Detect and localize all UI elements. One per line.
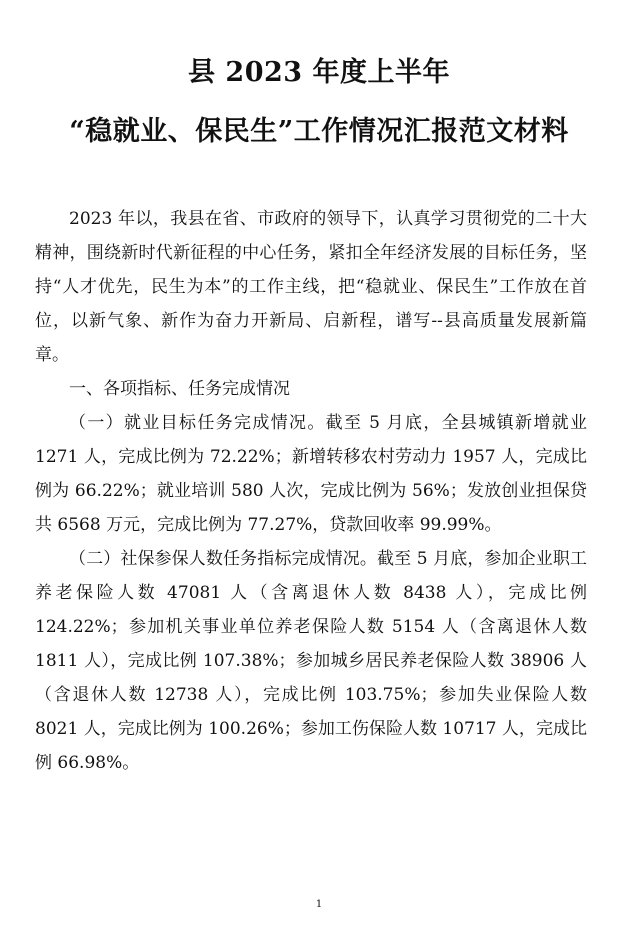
paragraph-social-insurance: （二）社保参保人数任务指标完成情况。截至 5 月底，参加企业职工养老保险人数 47081 人（含离退休人数 8438 人），完成比例 124.22%；参加机关事业单位养老保险人数 5154 人（含离退休人数 1811 人），完成比例 107.38%；参加城乡居民养老保险人数 38906 人（含退休人数 12738 人），完成比例 103.75%；参加失业保险人数 8021 人，完成比例为 100.26%；参加工伤保险人数 10717 人，完成比例 66.98%。 <box>35 549 587 773</box>
page-number: 1 <box>315 899 323 910</box>
section-heading-1: 一、各项指标、任务完成情况 <box>69 379 290 399</box>
paragraph-employment: （一）就业目标任务完成情况。截至 5 月底，全县城镇新增就业 1271 人，完成比例为 72.22%；新增转移农村劳动力 1957 人，完成比例为 66.22%；就业培训 580 人次，完成比例为 56%；发放创业担保贷共 6568 万元，完成比例为 77.27%，贷款回收率 99.99%。 <box>35 413 587 535</box>
document-title-line-2: “稳就业、保民生”工作情况汇报范文材料 <box>69 116 569 147</box>
document-title-line-1: 县 2023 年度上半年 <box>188 57 450 88</box>
document-body <box>35 202 587 780</box>
paragraph-intro: 2023 年以，我县在省、市政府的领导下，认真学习贯彻党的二十大精神，围绕新时代新征程的中心任务，紧扣全年经济发展的目标任务，坚持“人才优先，民生为本”的工作主线，把“稳就业、保民生”工作放在首位，以新气象、新作为奋力开新局、启新程，谱写--县高质量发展新篇章。 <box>35 209 587 365</box>
